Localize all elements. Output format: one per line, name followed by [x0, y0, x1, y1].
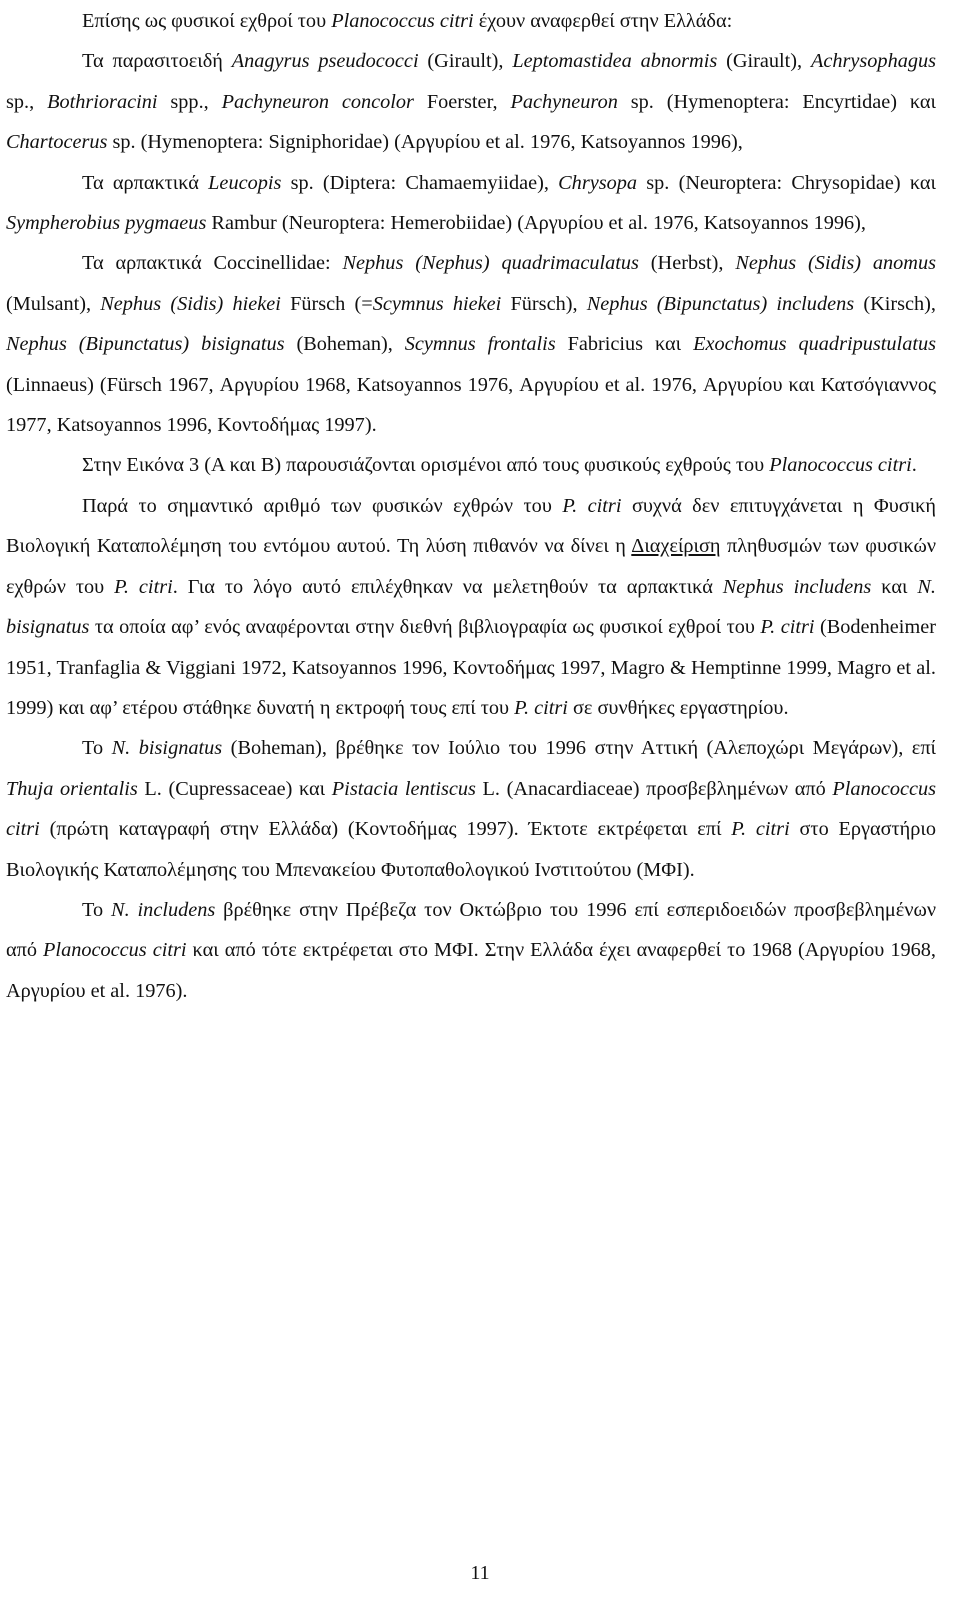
- text-run: . Για το λόγο αυτό επιλέχθηκαν να μελετηθούν τα αρπακτικά: [172, 575, 723, 598]
- italic-term: P. citri: [731, 818, 790, 841]
- text-run: Rambur (Neuroptera: Hemerobiidae) (Αργυρίου et al. 1976, Katsoyannos 1996),: [206, 212, 866, 235]
- text-run: στο Εργαστήριο Βιολογικής Καταπολέμησης του Μπενακείου Φυτοπαθολογικού Ινστιτούτου (ΜΦΙ).: [6, 818, 936, 881]
- italic-term: Chartocerus: [6, 131, 108, 154]
- text-run: sp. (Hymenoptera: Encyrtidae) και: [617, 90, 937, 113]
- text-run: sp. (Diptera: Chamaemyiidae),: [281, 171, 559, 194]
- italic-term: Planococcus citri: [6, 777, 936, 841]
- text-run: Τα αρπακτικά Coccinellidae:: [82, 252, 343, 275]
- text-run: sp.,: [6, 90, 48, 113]
- text-run: σε συνθήκες εργαστηρίου.: [567, 696, 789, 719]
- italic-term: Nephus (Sidis) hiekei: [100, 292, 281, 315]
- text-run: και από τότε εκτρέφεται στο ΜΦΙ. Στην Ελλάδα έχει αναφερθεί το 1968 (Αργυρίου 1968, Αργυρίου et al. 1976).: [6, 939, 936, 1002]
- text-run: L. (Cupressaceae) και: [137, 777, 332, 800]
- italic-term: Leucopis: [208, 171, 282, 194]
- italic-term: Achrysophagus: [810, 50, 937, 73]
- text-run: (Linnaeus) (Fürsch 1967, Αργυρίου 1968, Katsoyannos 1976, Αργυρίου et al. 1976, Αργυρίου και Κατσόγιαννος 1977, Katsoyannos 1996, Κοντοδήμας 1997).: [6, 373, 936, 437]
- text-run: τα οποία αφ’ ενός αναφέρονται στην διεθνή βιβλιογραφία ως φυσικοί εχθροί του: [89, 616, 761, 639]
- italic-term: P. citri: [760, 616, 815, 639]
- italic-term: P. citri: [562, 494, 622, 517]
- text-run: (Boheman),: [284, 333, 405, 356]
- paragraph-nephus-bisignatus: [6, 728, 936, 890]
- text-run: πληθυσμών των φυσικών εχθρών του: [6, 535, 936, 598]
- text-run: (πρώτη καταγραφή στην Ελλάδα) (Κοντοδήμας 1997). Έκτοτε εκτρέφεται επί: [39, 818, 732, 841]
- text-run: Τα παρασιτοειδή: [82, 50, 232, 73]
- text-run: Fabricius και: [555, 333, 694, 356]
- italic-term: P. citri: [114, 575, 173, 598]
- text-run: (Herbst),: [638, 252, 736, 275]
- italic-term: Nephus (Bipunctatus) bisignatus: [6, 333, 285, 356]
- italic-term: N. bisignatus: [6, 575, 936, 639]
- paragraph-figure-reference: [6, 445, 936, 485]
- text-run: spp.,: [157, 90, 222, 113]
- italic-term: N. includens: [111, 898, 216, 921]
- italic-term: N. bisignatus: [111, 737, 223, 760]
- text-run: Επίσης ως φυσικοί εχθροί του: [82, 10, 332, 32]
- text-run: (Girault),: [418, 50, 513, 73]
- italic-term: Anagyrus pseudococci: [231, 50, 419, 73]
- text-run: sp. (Neuroptera: Chrysopidae) και: [637, 171, 936, 194]
- paragraph-predators-coccinellidae: [6, 243, 936, 445]
- text-run: έχουν αναφερθεί στην Ελλάδα:: [473, 10, 733, 32]
- italic-term: Scymnus frontalis: [404, 333, 556, 356]
- text-run: (Mulsant),: [6, 292, 101, 315]
- italic-term: Nephus (Bipunctatus) includens: [586, 292, 855, 315]
- text-run: Το: [82, 898, 112, 921]
- document-body: [6, 0, 936, 1011]
- italic-term: Nephus (Nephus) quadrimaculatus: [342, 252, 639, 275]
- page-number: 11: [470, 1562, 490, 1584]
- text-run: (Boheman), βρέθηκε τον Ιούλιο του 1996 στην Αττική (Αλεποχώρι Μεγάρων), επί: [222, 737, 937, 760]
- text-run: και: [871, 575, 918, 598]
- italic-term: Exochomus quadripustulatus: [693, 333, 936, 356]
- italic-term: Chrysopa: [558, 171, 638, 194]
- paragraph-parasitoids: [6, 41, 936, 162]
- text-run: Τα αρπακτικά: [82, 171, 209, 194]
- text-run: συχνά δεν επιτυγχάνεται η Φυσική Βιολογική Καταπολέμηση του εντόμου αυτού. Τη λύση πιθανόν να δίνει η: [6, 494, 937, 558]
- italic-term: Bothrioracini: [47, 90, 158, 113]
- italic-term: P. citri: [514, 696, 568, 719]
- text-run: Στην Εικόνα 3 (Α και Β) παρουσιάζονται ορισμένοι από τους φυσικούς εχθρούς του: [82, 454, 770, 477]
- italic-term: Nephus includens: [722, 575, 872, 598]
- underlined-term: Διαχείριση: [631, 535, 721, 558]
- text-run: (Bodenheimer 1951, Tranfaglia & Viggiani 1972, Katsoyannos 1996, Κοντοδήμας 1997, Magro & Hemptinne 1999, Magro et al. 1999) και αφ’ ετέρου στάθηκε δυνατή η εκτροφή τους επί του: [6, 616, 936, 719]
- text-run: (Girault),: [717, 50, 811, 73]
- italic-term: Planococcus citri: [769, 454, 912, 477]
- text-run: Fürsch),: [501, 292, 587, 315]
- italic-term: Thuja orientalis: [6, 777, 138, 800]
- paragraph-nephus-includens: [6, 890, 936, 1011]
- paragraph-biological-control: [6, 486, 936, 728]
- italic-term: Scymnus hiekei: [372, 292, 502, 315]
- paragraph-natural-enemies-intro: [6, 1, 936, 41]
- text-run: βρέθηκε στην Πρέβεζα τον Οκτώβριο του 1996 επί εσπεριδοειδών προσβεβλημένων από: [6, 898, 937, 962]
- text-run: (Kirsch),: [854, 292, 936, 315]
- italic-term: Pachyneuron: [510, 90, 618, 113]
- text-run: .: [911, 454, 917, 477]
- text-run: Παρά το σημαντικό αριθμό των φυσικών εχθρών του: [82, 494, 563, 517]
- text-run: L. (Anacardiaceae) προσβεβλημένων από: [475, 777, 833, 800]
- italic-term: Planococcus citri: [331, 10, 474, 32]
- italic-term: Pachyneuron concolor: [221, 90, 414, 113]
- text-run: Fürsch (=: [280, 292, 373, 315]
- text-run: sp. (Hymenoptera: Signiphoridae) (Αργυρίου et al. 1976, Katsoyannos 1996),: [107, 131, 743, 154]
- italic-term: Sympherobius pygmaeus: [6, 212, 207, 235]
- italic-term: Planococcus citri: [43, 939, 187, 962]
- italic-term: Leptomastidea abnormis: [512, 50, 718, 73]
- text-run: Foerster,: [413, 90, 511, 113]
- italic-term: Nephus (Sidis) anomus: [735, 252, 936, 275]
- text-run: Το: [82, 737, 112, 760]
- paragraph-predators-diptera-neuroptera: [6, 163, 936, 244]
- italic-term: Pistacia lentiscus: [331, 777, 476, 800]
